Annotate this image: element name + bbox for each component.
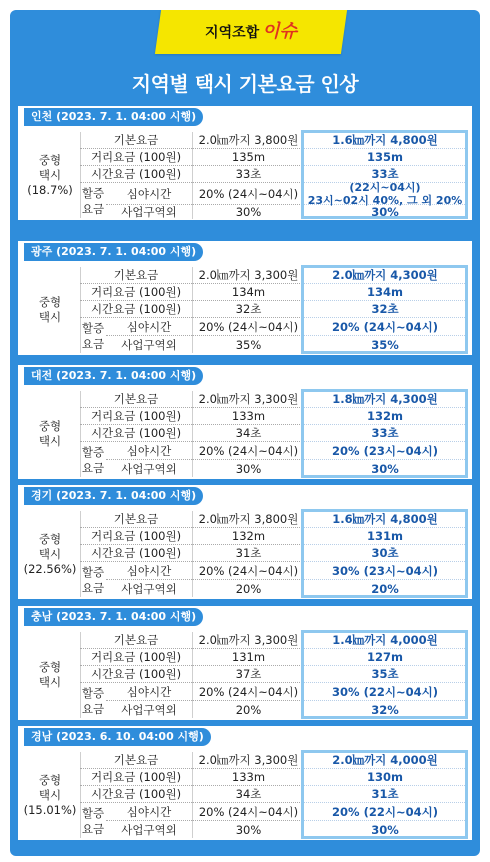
row-label-base: 기본요금: [80, 391, 192, 408]
current-outside-surcharge: 30%: [192, 460, 304, 477]
row-label-night: 심야시간: [106, 183, 192, 205]
region-section-gwangju: [18, 241, 472, 355]
current-outside-surcharge: 30%: [192, 821, 304, 838]
row-label-outside: 사업구역외: [121, 205, 177, 219]
page-title: 지역별 택시 기본요금 인상: [131, 72, 359, 96]
current-night-surcharge: 20% (24시~04시): [192, 183, 304, 205]
current-distance-fare: 135m: [192, 149, 304, 166]
badge-script-label: 이슈: [262, 21, 297, 42]
new-time-fare: 35초: [303, 666, 467, 683]
new-time-fare: 32초: [303, 301, 467, 318]
new-night-surcharge: 30% (22시~04시): [303, 683, 467, 701]
row-label-time: 시간요금 (100원): [80, 666, 192, 683]
current-time-fare: 34초: [192, 425, 304, 442]
vehicle-category: 중형 택시 (18.7%): [27, 152, 73, 197]
current-base-fare: 2.0㎞까지 3,300원: [192, 752, 304, 769]
vehicle-category: 중형 택시: [38, 419, 62, 448]
new-outside-surcharge: 20%: [371, 581, 399, 596]
current-night-surcharge: 20% (24시~04시): [192, 803, 304, 821]
current-distance-fare: 133m: [192, 408, 304, 425]
current-time-fare: 32초: [192, 301, 304, 318]
new-base-fare: 1.8㎞까지 4,300원: [303, 391, 467, 408]
row-label-distance: 거리요금 (100원): [80, 149, 192, 166]
row-label-time: 시간요금 (100원): [80, 301, 192, 318]
region-section-gyeongnam: [18, 726, 472, 840]
vehicle-category: 중형 택시: [38, 295, 62, 324]
section-title: 대전 (2023. 7. 1. 04:00 시행): [24, 367, 203, 385]
row-label-outside: 사업구역외: [121, 461, 177, 476]
new-night-surcharge: 20% (24시~04시): [303, 318, 467, 336]
row-label-distance: 거리요금 (100원): [80, 769, 192, 786]
region-section-daejeon: [18, 365, 472, 479]
row-label-night: 심야시간: [106, 803, 192, 821]
current-base-fare: 2.0㎞까지 3,300원: [192, 267, 304, 284]
poster-frame: [10, 10, 480, 856]
new-base-fare: 1.4㎞까지 4,000원: [303, 632, 467, 649]
new-distance-fare: 132m: [303, 408, 467, 425]
row-label-base: 기본요금: [80, 632, 192, 649]
new-base-fare: 1.6㎞까지 4,800원: [303, 511, 467, 528]
new-distance-fare: 130m: [303, 769, 467, 786]
new-night-surcharge: 30% (23시~04시): [303, 562, 467, 580]
section-badge: [155, 10, 347, 54]
row-label-surcharge: 할증 요금: [81, 805, 105, 836]
vehicle-category: 중형 택시: [38, 660, 62, 689]
current-night-surcharge: 20% (24시~04시): [192, 318, 304, 336]
region-section-incheon: [18, 106, 472, 220]
new-time-fare: 33초: [303, 425, 467, 442]
current-outside-surcharge: 30%: [192, 205, 304, 219]
new-time-fare: 30초: [303, 545, 467, 562]
row-label-base: 기본요금: [80, 132, 192, 149]
new-distance-fare: 131m: [303, 528, 467, 545]
current-outside-surcharge: 20%: [192, 701, 304, 718]
row-label-time: 시간요금 (100원): [80, 545, 192, 562]
region-section-chungnam: [18, 606, 472, 720]
current-distance-fare: 133m: [192, 769, 304, 786]
current-outside-surcharge: 35%: [192, 336, 304, 353]
row-label-outside: 사업구역외: [121, 581, 177, 596]
row-label-night: 심야시간: [106, 442, 192, 460]
new-outside-surcharge: 32%: [371, 702, 399, 717]
new-outside-surcharge: 30%: [371, 205, 399, 219]
current-base-fare: 2.0㎞까지 3,800원: [192, 511, 304, 528]
row-label-surcharge: 할증 요금: [81, 444, 105, 475]
current-base-fare: 2.0㎞까지 3,800원: [192, 132, 304, 149]
new-outside-surcharge: 35%: [371, 337, 399, 352]
row-label-distance: 거리요금 (100원): [80, 284, 192, 301]
region-section-gyeonggi: [18, 485, 472, 599]
current-time-fare: 31초: [192, 545, 304, 562]
current-time-fare: 34초: [192, 786, 304, 803]
new-base-fare: 2.0㎞까지 4,000원: [303, 752, 467, 769]
section-title: 충남 (2023. 7. 1. 04:00 시행): [24, 608, 203, 626]
section-title: 인천 (2023. 7. 1. 04:00 시행): [24, 108, 203, 126]
new-distance-fare: 134m: [303, 284, 467, 301]
new-outside-surcharge: 30%: [371, 461, 399, 476]
vehicle-category: 중형 택시 (22.56%): [23, 531, 77, 576]
current-night-surcharge: 20% (24시~04시): [192, 683, 304, 701]
row-label-night: 심야시간: [106, 318, 192, 336]
row-label-surcharge: 할증 요금: [81, 564, 105, 595]
new-night-surcharge: 20% (23시~04시): [303, 442, 467, 460]
row-label-surcharge: 할증 요금: [81, 685, 105, 716]
current-time-fare: 37초: [192, 666, 304, 683]
current-distance-fare: 132m: [192, 528, 304, 545]
row-label-distance: 거리요금 (100원): [80, 649, 192, 666]
badge-label: 지역조합: [205, 25, 260, 41]
new-distance-fare: 135m: [303, 149, 467, 166]
row-label-distance: 거리요금 (100원): [80, 528, 192, 545]
section-title: 경기 (2023. 7. 1. 04:00 시행): [24, 487, 203, 505]
row-label-outside: 사업구역외: [121, 337, 177, 352]
row-label-night: 심야시간: [106, 683, 192, 701]
new-base-fare: 2.0㎞까지 4,300원: [303, 267, 467, 284]
current-base-fare: 2.0㎞까지 3,300원: [192, 632, 304, 649]
section-title: 광주 (2023. 7. 1. 04:00 시행): [24, 243, 203, 261]
new-outside-surcharge: 30%: [371, 822, 399, 837]
row-label-distance: 거리요금 (100원): [80, 408, 192, 425]
vehicle-category: 중형 택시 (15.01%): [23, 772, 77, 817]
new-night-surcharge: 20% (22시~04시): [303, 803, 467, 821]
current-time-fare: 33초: [192, 166, 304, 183]
row-label-time: 시간요금 (100원): [80, 425, 192, 442]
row-label-time: 시간요금 (100원): [80, 786, 192, 803]
new-night-surcharge: (22시~04시) 23시~02시 40%, 그 외 20%: [303, 183, 467, 205]
row-label-outside: 사업구역외: [121, 702, 177, 717]
row-label-night: 심야시간: [106, 562, 192, 580]
new-time-fare: 33초: [303, 166, 467, 183]
section-title: 경남 (2023. 6. 10. 04:00 시행): [24, 728, 211, 746]
new-distance-fare: 127m: [303, 649, 467, 666]
row-label-surcharge: 할증 요금: [81, 185, 105, 216]
current-base-fare: 2.0㎞까지 3,300원: [192, 391, 304, 408]
new-time-fare: 31초: [303, 786, 467, 803]
row-label-base: 기본요금: [80, 267, 192, 284]
new-base-fare: 1.6㎞까지 4,800원: [303, 132, 467, 149]
row-label-base: 기본요금: [80, 511, 192, 528]
row-label-surcharge: 할증 요금: [81, 320, 105, 351]
current-night-surcharge: 20% (24시~04시): [192, 562, 304, 580]
row-label-time: 시간요금 (100원): [80, 166, 192, 183]
row-label-outside: 사업구역외: [121, 822, 177, 837]
current-distance-fare: 134m: [192, 284, 304, 301]
row-label-base: 기본요금: [80, 752, 192, 769]
current-distance-fare: 131m: [192, 649, 304, 666]
current-outside-surcharge: 20%: [192, 580, 304, 597]
current-night-surcharge: 20% (24시~04시): [192, 442, 304, 460]
